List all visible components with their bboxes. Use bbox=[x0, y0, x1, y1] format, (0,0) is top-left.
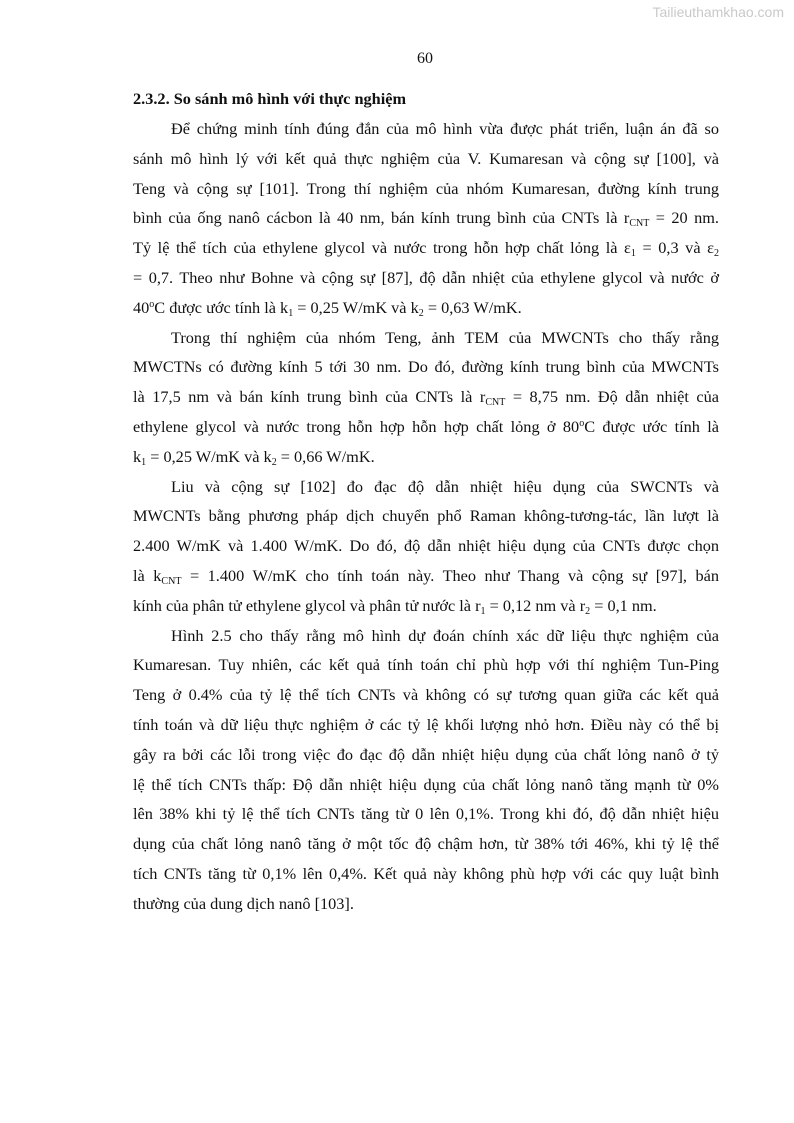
section-heading: 2.3.2. So sánh mô hình với thực nghiệm bbox=[133, 89, 407, 108]
text-line bbox=[133, 594, 719, 624]
text-run: = 20 nm. bbox=[649, 208, 719, 228]
text-run: là k bbox=[133, 565, 162, 585]
text-run: = 0,25 W/mK và k bbox=[293, 297, 419, 317]
subscript: 2 bbox=[418, 307, 424, 319]
document-body bbox=[133, 87, 719, 922]
text-run: Teng và cộng sự [101]. Trong thí nghiệm của nhóm Kumaresan, đường kính trung bbox=[133, 178, 719, 198]
text-line bbox=[133, 862, 719, 892]
text-run: C được ước tính là k bbox=[154, 297, 289, 317]
text-line bbox=[133, 355, 719, 385]
text-run: = 0,25 W/mK và k bbox=[146, 446, 272, 466]
paragraph bbox=[133, 475, 719, 624]
text-run: kính của phân tử ethylene glycol và phân tử nước là r bbox=[133, 595, 481, 615]
text-run: = 8,75 nm. Độ dẫn nhiệt của bbox=[505, 387, 719, 407]
superscript: o bbox=[579, 417, 585, 429]
subscript: 1 bbox=[141, 456, 147, 468]
subscript: 1 bbox=[480, 605, 486, 617]
text-run: 2.400 W/mK và 1.400 W/mK. Do đó, độ dẫn nhiệt hiệu dụng của CNTs được chọn bbox=[133, 536, 719, 556]
text-run: Liu và cộng sự [102] đo đạc độ dẫn nhiệt hiệu dụng của SWCNTs và bbox=[171, 476, 719, 496]
text-line bbox=[133, 147, 719, 177]
text-line bbox=[133, 653, 719, 683]
text-line bbox=[133, 296, 719, 326]
text-run: tính toán và dữ liệu thực nghiệm ở các tỷ lệ khối lượng nhỏ hơn. Điều này có thể bị bbox=[133, 714, 719, 734]
paragraph bbox=[133, 624, 719, 922]
watermark: Tailieuthamkhao.com bbox=[652, 4, 784, 20]
text-run: tích CNTs tăng từ 0,1% lên 0,4%. Kết quả này không phù hợp với các quy luật bình bbox=[133, 863, 719, 883]
text-run: = 0,63 W/mK. bbox=[423, 297, 522, 317]
paragraph bbox=[133, 117, 719, 326]
subscript: 2 bbox=[585, 605, 591, 617]
text-run: k bbox=[133, 446, 142, 466]
subscript: 1 bbox=[288, 307, 294, 319]
text-run: là 17,5 nm và bán kính trung bình của CNTs là r bbox=[133, 387, 486, 407]
paragraphs bbox=[133, 117, 719, 922]
text-run: = 0,12 nm và r bbox=[485, 595, 586, 615]
page-number: 60 bbox=[417, 50, 433, 67]
text-run: ethylene glycol và nước trong hỗn hợp hỗn hợp chất lỏng ở 80 bbox=[133, 416, 580, 436]
text-run: = 0,7. Theo như Bohne và cộng sự [87], độ dẫn nhiệt của ethylene glycol và nước ở bbox=[133, 267, 719, 287]
text-run: Tỷ lệ thể tích của ethylene glycol và nước trong hỗn hợp chất lỏng là ε bbox=[133, 238, 631, 258]
superscript: o bbox=[149, 298, 155, 310]
text-run: = 0,3 và ε bbox=[635, 238, 714, 258]
text-line bbox=[133, 326, 719, 356]
text-line bbox=[133, 713, 719, 743]
text-line bbox=[133, 206, 719, 236]
subscript: 2 bbox=[271, 456, 277, 468]
text-run: = 1.400 W/mK cho tính toán này. Theo như Thang và cộng sự [97], bán bbox=[181, 565, 719, 585]
text-run: 40 bbox=[133, 297, 150, 317]
subscript: CNT bbox=[161, 575, 182, 587]
text-run: = 0,66 W/mK. bbox=[276, 446, 375, 466]
text-line bbox=[133, 564, 719, 594]
text-run: = 0,1 nm. bbox=[590, 595, 657, 615]
text-run: Kumaresan. Tuy nhiên, các kết quả tính toán chỉ phù hợp với thí nghiệm Tun-Ping bbox=[133, 655, 719, 675]
text-line bbox=[133, 266, 719, 296]
subscript: 1 bbox=[630, 248, 636, 260]
text-line bbox=[133, 743, 719, 773]
text-line bbox=[133, 802, 719, 832]
text-run: thường của dung dịch nanô [103]. bbox=[133, 893, 354, 913]
text-run: lên 38% khi tỷ lệ thể tích CNTs tăng từ 0 lên 0,1%. Trong khi đó, độ dẫn nhiệt hiệu bbox=[133, 804, 719, 824]
text-run: C được ước tính là bbox=[584, 416, 719, 436]
subscript: CNT bbox=[485, 397, 506, 409]
text-run: MWCNTs bằng phương pháp dịch chuyển phổ Raman không-tương-tác, lần lượt là bbox=[133, 506, 719, 526]
text-run: bình của ống nanô cácbon là 40 nm, bán kính trung bình của CNTs là r bbox=[133, 208, 630, 228]
text-line bbox=[133, 415, 719, 445]
text-run: Trong thí nghiệm của nhóm Teng, ảnh TEM của MWCNTs cho thấy rằng bbox=[171, 327, 719, 347]
text-run: lệ thể tích CNTs thấp: Độ dẫn nhiệt hiệu dụng của chất lỏng nanô tăng mạnh từ 0% bbox=[133, 774, 719, 794]
text-line bbox=[133, 892, 719, 922]
text-line bbox=[133, 832, 719, 862]
paragraph bbox=[133, 326, 719, 475]
text-line bbox=[133, 385, 719, 415]
text-line bbox=[133, 117, 719, 147]
text-line bbox=[133, 504, 719, 534]
text-line bbox=[133, 624, 719, 654]
text-run: MWCTNs có đường kính 5 tới 30 nm. Do đó, đường kính trung bình của MWCNTs bbox=[133, 357, 719, 377]
text-line bbox=[133, 773, 719, 803]
text-run: Teng ở 0.4% của tỷ lệ thể tích CNTs và không có sự tương quan giữa các kết quả bbox=[133, 685, 719, 705]
text-line bbox=[133, 236, 719, 266]
subscript: CNT bbox=[629, 218, 650, 230]
text-line bbox=[133, 177, 719, 207]
text-run: Hình 2.5 cho thấy rằng mô hình dự đoán chính xác dữ liệu thực nghiệm của bbox=[171, 625, 719, 645]
text-line bbox=[133, 445, 719, 475]
text-line bbox=[133, 475, 719, 505]
text-line bbox=[133, 534, 719, 564]
text-line bbox=[133, 683, 719, 713]
subscript: 2 bbox=[713, 248, 719, 260]
text-run: sánh mô hình lý với kết quả thực nghiệm của V. Kumaresan và cộng sự [100], và bbox=[133, 148, 719, 168]
text-run: gây ra bởi các lỗi trong việc đo đạc độ dẫn nhiệt hiệu dụng của chất lỏng nanô ở tỷ bbox=[133, 744, 719, 764]
text-run: dụng của chất lỏng nanô tăng ở một tốc độ chậm hơn, từ 38% tới 46%, khi tỷ lệ thể bbox=[133, 834, 719, 854]
text-run: Để chứng minh tính đúng đắn của mô hình vừa được phát triển, luận án đã so bbox=[171, 119, 719, 138]
